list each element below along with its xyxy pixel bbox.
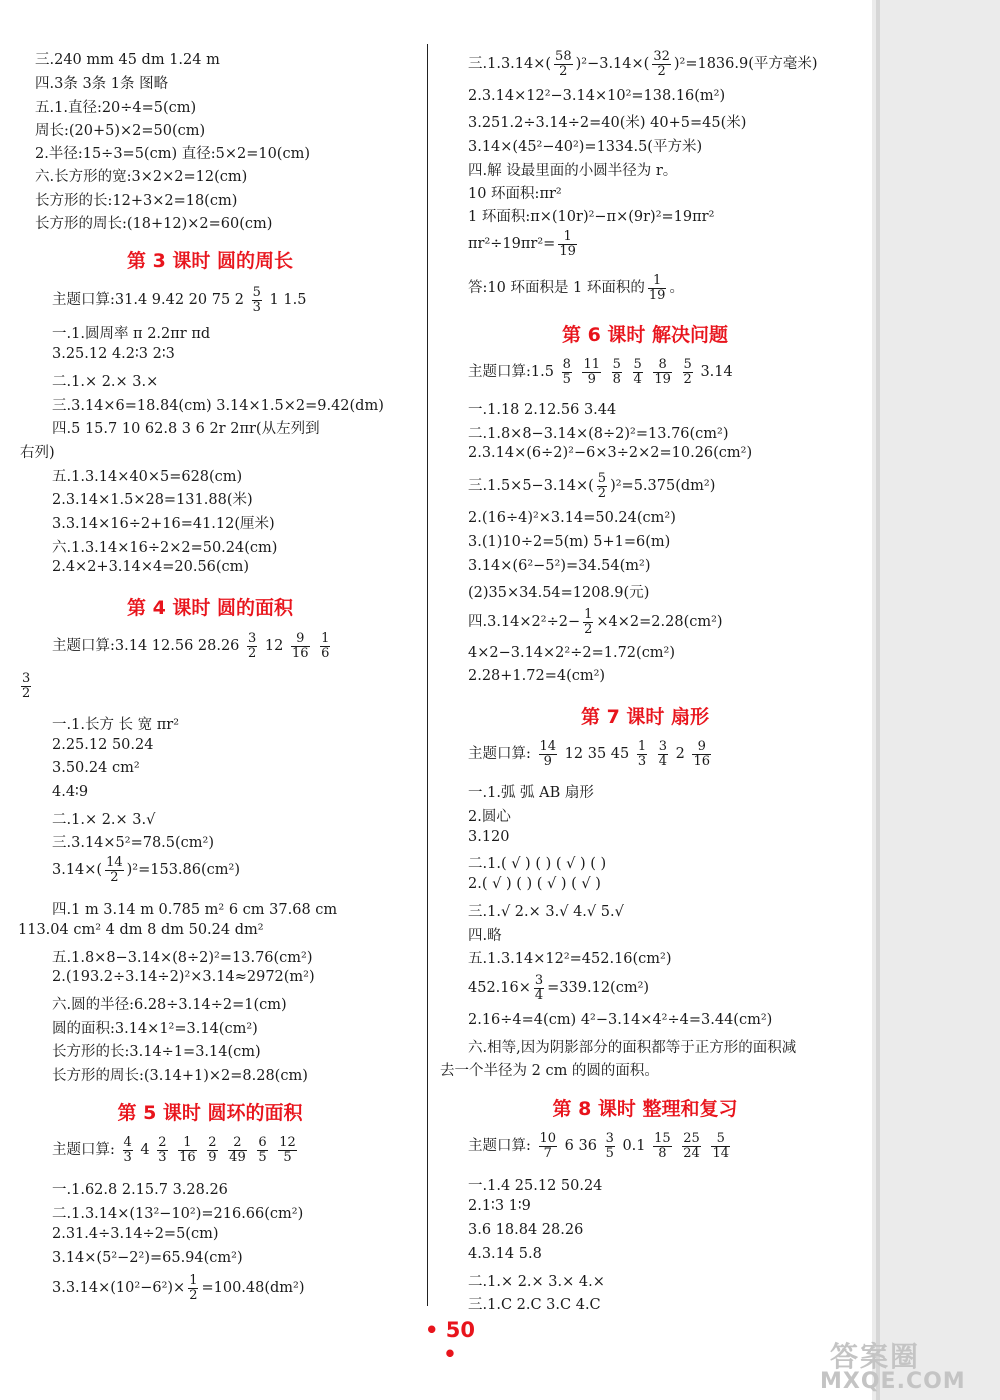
page-number: • 50 • (425, 1318, 475, 1366)
fraction: $\frac{1}{16}$ (179, 1135, 196, 1165)
fraction: $\frac{8}{19}$ (654, 357, 671, 387)
watermark-logo (820, 1335, 990, 1395)
answer-line: 4×2−3.14×2²÷2=1.72(cm²) (468, 645, 676, 661)
fraction: $\frac{5}{4}$ (633, 357, 642, 387)
answer-line: 三.1.√ 2.× 3.√ 4.√ 5.√ (468, 904, 624, 920)
answer-line: 2.(193.2÷3.14÷2)²×3.14≈2972(m²) (52, 969, 315, 985)
oral-calc-text: 2 (675, 746, 685, 763)
fraction: $\frac{32}{2}$ (653, 49, 670, 79)
watermark-text: 答案圈 (830, 1340, 921, 1373)
answer-line: 长方形的长:3.14÷1=3.14(cm) (52, 1044, 261, 1060)
fraction: $\frac{3}{4}$ (534, 973, 544, 1003)
answer-line: 答:10 环面积是 1 环面积的 $\frac{1}{19}$ 。 (468, 273, 684, 303)
section-title-lesson-3: 第 3 课时 圆的周长 (126, 250, 294, 272)
oral-calc-text: 0.1 (622, 1138, 646, 1155)
fraction: $\frac{3}{2}$ (22, 671, 31, 701)
oral-calc-text: 主题口算: (468, 746, 531, 763)
section-title-lesson-4: 第 4 课时 圆的面积 (126, 597, 294, 619)
answer-line: 四.解 设最里面的小圆半径为 r。 (468, 163, 678, 179)
fraction: $\frac{1}{19}$ (648, 273, 666, 303)
answer-line: 六.圆的半径:6.28÷3.14÷2=1(cm) (52, 997, 287, 1013)
answer-line: 一.1.62.8 2.15.7 3.28.26 (52, 1182, 228, 1198)
answer-line: 一.1.18 2.12.56 3.44 (468, 402, 617, 418)
fraction: $\frac{8}{5}$ (562, 357, 571, 387)
fraction: $\frac{5}{2}$ (597, 471, 607, 501)
answer-line: 三.3.14×6=18.84(cm) 3.14×1.5×2=9.42(dm) (52, 398, 384, 414)
fraction: $\frac{9}{16}$ (693, 739, 711, 769)
answer-line: 2.3.14×(6÷2)²−6×3÷2×2=10.26(cm²) (468, 445, 753, 461)
answer-line: 长方形的周长:(3.14+1)×2=8.28(cm) (52, 1068, 308, 1084)
answer-line: (2)35×34.54=1208.9(元) (468, 585, 650, 601)
fraction: $\frac{10}{7}$ (539, 1131, 557, 1161)
answer-line: 3.14×(45²−40²)=1334.5(平方米) (468, 139, 703, 155)
answer-line: 2.16÷4=4(cm) 4²−3.14×4²÷4=3.44(cm²) (468, 1012, 773, 1028)
oral-calc-text: 12 35 45 (564, 746, 630, 763)
answer-line: 六.相等,因为阴影部分的面积都等于正方形的面积减 (468, 1040, 797, 1056)
answer-line: 4.3.14 5.8 (468, 1246, 542, 1262)
answer-line: 四.略 (468, 928, 502, 944)
answer-line: 一.1.4 25.12 50.24 (468, 1178, 603, 1194)
answer-line: 二.1.8×8−3.14×(8÷2)²=13.76(cm²) (468, 426, 729, 442)
answer-line: 一.1.圆周率 π 2.2πr πd (52, 326, 211, 342)
answer-line: 3.3.14×(10²−6²)× $\frac{1}{2}$ =100.48(dm²) (52, 1273, 305, 1303)
answer-line: 2.1∶3 1∶9 (468, 1198, 531, 1214)
answer-line: 2.(16÷4)²×3.14=50.24(cm²) (468, 510, 676, 526)
oral-calc-line (468, 1132, 733, 1160)
watermark-url: MXQE.COM (820, 1369, 966, 1394)
fraction: $\frac{1}{6}$ (321, 631, 330, 661)
answer-line: 四.1 m 3.14 m 0.785 m² 6 cm 37.68 cm (52, 902, 338, 918)
answer-line: 3.14×(5²−2²)=65.94(cm²) (52, 1250, 243, 1266)
answer-line: 五.1.3.14×40×5=628(cm) (52, 469, 243, 485)
answer-line: 三.3.14×5²=78.5(cm²) (52, 835, 215, 851)
oral-calc-line (52, 1136, 300, 1164)
fraction: $\frac{5}{8}$ (612, 357, 621, 387)
answer-line: 2.圆心 (468, 809, 511, 825)
answer-line: 3.251.2÷3.14÷2=40(米) 40+5=45(米) (468, 115, 747, 131)
fraction: $\frac{15}{8}$ (654, 1131, 671, 1161)
answer-line: 2.25.12 50.24 (52, 737, 154, 753)
fraction: $\frac{2}{9}$ (208, 1135, 217, 1165)
answer-line: 长方形的长:12+3×2=18(cm) (35, 193, 238, 209)
answer-line: 2.3.14×1.5×28=131.88(米) (52, 492, 253, 508)
fraction: $\frac{3}{4}$ (658, 739, 668, 769)
oral-calc-text: 主题口算: (468, 1138, 531, 1155)
answer-line: 一.1.长方 长 宽 πr² (52, 717, 180, 733)
section-title-lesson-8: 第 8 课时 整理和复习 (552, 1098, 738, 1120)
oral-calc-text: 主题口算: (52, 1142, 115, 1159)
fraction: $\frac{14}{9}$ (539, 739, 557, 769)
answer-line: 2.半径:15÷3=5(cm) 直径:5×2=10(cm) (35, 146, 310, 162)
oral-calc-text: 主题口算:1.5 (468, 364, 554, 381)
fraction: $\frac{5}{14}$ (712, 1131, 729, 1161)
answer-line: 去一个半径为 2 cm 的圆的面积。 (440, 1063, 659, 1079)
oral-calc-text: 3.14 (700, 364, 733, 381)
answer-line: 三.1.C 2.C 3.C 4.C (468, 1297, 601, 1313)
oral-calc-line (52, 632, 333, 660)
section-title-lesson-6: 第 6 课时 解决问题 (561, 324, 729, 346)
fraction: $\frac{11}{9}$ (583, 357, 600, 387)
oral-calc-text: 6 36 (564, 1138, 597, 1155)
answer-line: 二.1.× 2.× 3.× (52, 374, 159, 390)
answer-line: 3.6 18.84 28.26 (468, 1222, 584, 1238)
answer-line: 三.1.3.14×( $\frac{58}{2}$ )²−3.14×( $\frac{32}{2}$ )²=1836.9(平方毫米) (468, 49, 818, 79)
answer-line: 2.4×2+3.14×4=20.56(cm) (52, 559, 250, 575)
section-title-lesson-7: 第 7 课时 扇形 (580, 706, 710, 728)
answer-line: 2.3.14×12²−3.14×10²=138.16(m²) (468, 88, 726, 104)
answer-line: 三.240 mm 45 dm 1.24 m (35, 52, 220, 68)
answer-line: 1 环面积:π×(10r)²−π×(9r)²=19πr² (468, 209, 715, 225)
answer-line: 二.1.( √ ) ( ) ( √ ) ( ) (468, 856, 607, 872)
answer-line: 3.25.12 4.2∶3 2∶3 (52, 346, 175, 362)
answer-line: 3.3.14×16÷2+16=41.12(厘米) (52, 516, 275, 532)
oral-calc-line (468, 740, 714, 768)
fraction: $\frac{1}{19}$ (559, 229, 576, 259)
fraction: $\frac{12}{5}$ (279, 1135, 296, 1165)
answer-line: 2.28+1.72=4(cm²) (468, 668, 606, 684)
answer-line: 六.长方形的宽:3×2×2=12(cm) (35, 169, 248, 185)
answer-line: 一.1.弧 弧 AB 扇形 (468, 785, 594, 801)
column-divider (427, 44, 428, 1306)
fraction: $\frac{4}{3}$ (123, 1135, 132, 1165)
answer-line: 二.1.× 2.× 3.× 4.× (468, 1274, 605, 1290)
oral-calc-text: 主题口算:3.14 12.56 28.26 (52, 638, 240, 655)
answer-line: 长方形的周长:(18+12)×2=60(cm) (35, 216, 273, 232)
fraction: $\frac{1}{2}$ (584, 607, 593, 637)
fraction: $\frac{5}{3}$ (252, 285, 261, 315)
oral-calc-line (52, 286, 306, 314)
answer-line: 3.(1)10÷2=5(m) 5+1=6(m) (468, 534, 671, 550)
answer-line: 113.04 cm² 4 dm 8 dm 50.24 dm² (18, 922, 264, 938)
fraction: $\frac{3}{5}$ (605, 1131, 614, 1161)
fraction: $\frac{6}{5}$ (258, 1135, 267, 1165)
fraction: $\frac{14}{2}$ (106, 855, 123, 885)
answer-line: 五.1.8×8−3.14×(8÷2)²=13.76(cm²) (52, 950, 313, 966)
answer-line: 10 环面积:πr² (468, 186, 562, 202)
fraction: $\frac{25}{24}$ (683, 1131, 700, 1161)
oral-calc-text: 主题口算:31.4 9.42 20 75 2 (52, 292, 245, 309)
oral-calc-wrap (18, 672, 34, 700)
fraction: $\frac{1}{2}$ (189, 1273, 198, 1303)
page-edge (872, 0, 1000, 1400)
answer-line: 2.( √ ) ( ) ( √ ) ( √ ) (468, 876, 601, 892)
answer-line: 圆的面积:3.14×1²=3.14(cm²) (52, 1021, 258, 1037)
answer-line: 3.14×( $\frac{14}{2}$ )²=153.86(cm²) (52, 855, 240, 885)
answer-line: 五.1.直径:20÷4=5(cm) (35, 100, 197, 116)
section-title-lesson-5: 第 5 课时 圆环的面积 (117, 1102, 303, 1124)
answer-line: 六.1.3.14×16÷2×2=50.24(cm) (52, 540, 278, 556)
fraction: $\frac{9}{16}$ (291, 631, 309, 661)
fraction: $\frac{2}{3}$ (158, 1135, 167, 1165)
answer-line: 4.4∶9 (52, 784, 89, 800)
answer-line: 周长:(20+5)×2=50(cm) (35, 123, 206, 139)
answer-line: 四.3.14×2²÷2− $\frac{1}{2}$ ×4×2=2.28(cm²) (468, 607, 723, 637)
page-edge-line (876, 0, 880, 1400)
oral-calc-text: 4 (140, 1142, 150, 1159)
answer-line: 3.50.24 cm² (52, 760, 140, 776)
oral-calc-text: 1 1.5 (269, 292, 307, 309)
fraction: $\frac{3}{2}$ (248, 631, 257, 661)
answer-line: 五.1.3.14×12²=452.16(cm²) (468, 951, 672, 967)
answer-line: 3.14×(6²−5²)=34.54(m²) (468, 558, 651, 574)
oral-calc-line (468, 358, 733, 386)
answer-line: 2.31.4÷3.14÷2=5(cm) (52, 1226, 219, 1242)
fraction: $\frac{58}{2}$ (555, 49, 572, 79)
fraction: $\frac{5}{2}$ (683, 357, 692, 387)
answer-line: 三.1.5×5−3.14×( $\frac{5}{2}$ )²=5.375(dm²) (468, 471, 716, 501)
fraction: $\frac{2}{49}$ (229, 1135, 246, 1165)
answer-line: 四.3条 3条 1条 图略 (35, 76, 169, 92)
fraction: $\frac{1}{3}$ (637, 739, 647, 769)
answer-line: 右列) (20, 445, 55, 461)
answer-line: 3.120 (468, 829, 510, 845)
oral-calc-text: 12 (264, 638, 284, 655)
answer-line: 452.16× $\frac{3}{4}$ =339.12(cm²) (468, 973, 650, 1003)
answer-line: 四.5 15.7 10 62.8 3 6 2r 2πr(从左列到 (52, 421, 320, 437)
answer-line: πr²÷19πr²= $\frac{1}{19}$ (468, 229, 576, 259)
answer-line: 二.1.3.14×(13²−10²)=216.66(cm²) (52, 1206, 304, 1222)
answer-line: 二.1.× 2.× 3.√ (52, 812, 156, 828)
